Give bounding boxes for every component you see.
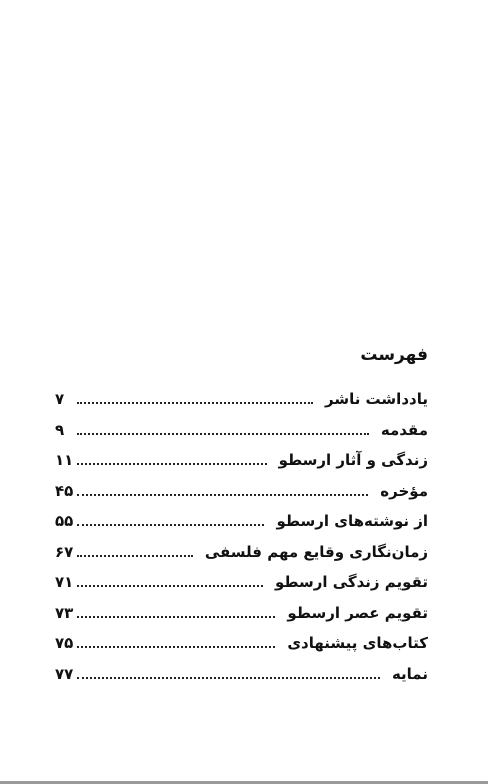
toc-entry-title: تقویم عصر ارسطو [287, 603, 428, 622]
toc-entry-title: نمایه [391, 664, 428, 683]
dot-leader [77, 433, 369, 435]
toc-entry-title: مؤخره [380, 481, 428, 500]
toc-entry-title: زندگی و آثار ارسطو [278, 451, 428, 469]
toc-entry-page: ۷ [55, 390, 65, 408]
dot-leader [77, 402, 313, 404]
toc-entry [55, 390, 428, 421]
toc-entry-page: ۷۱ [55, 573, 74, 591]
toc-entry-title: زمان‌نگاری وقایع مهم فلسفی [204, 542, 428, 561]
dot-leader [77, 555, 193, 557]
dot-leader [77, 646, 275, 648]
dot-leader [77, 463, 266, 465]
toc-entry-page: ۷۳ [55, 603, 74, 622]
toc-entry [55, 482, 428, 513]
toc-entry-page: ۵۵ [55, 512, 74, 530]
dot-leader [77, 494, 368, 496]
toc-entry-title: یادداشت ناشر [324, 390, 428, 408]
toc-entry-page: ۱۱ [55, 451, 74, 469]
toc-entry [55, 573, 428, 604]
toc-entry-page: ۴۵ [55, 481, 74, 500]
toc-entry-title: از نوشته‌های ارسطو [276, 512, 428, 530]
toc-entry-title: تقویم زندگی ارسطو [274, 573, 428, 591]
toc-entry-page: ۷۷ [55, 664, 74, 683]
toc-entry-title: مقدمه [380, 420, 428, 439]
dot-leader [77, 677, 380, 679]
toc-heading: فهرست [360, 345, 428, 365]
toc-entry [55, 543, 428, 574]
table-of-contents [55, 390, 428, 695]
dot-leader [77, 524, 264, 526]
toc-entry [55, 634, 428, 665]
toc-entry-page: ۹ [55, 420, 65, 439]
toc-entry-page: ۷۵ [55, 634, 74, 652]
toc-entry-title: کتاب‌های پیشنهادی [287, 634, 428, 652]
dot-leader [77, 585, 263, 587]
toc-entry-page: ۶۷ [55, 542, 74, 561]
toc-entry [55, 604, 428, 635]
toc-entry [55, 665, 428, 696]
dot-leader [77, 616, 275, 618]
toc-entry [55, 512, 428, 543]
toc-entry [55, 451, 428, 482]
toc-entry [55, 421, 428, 452]
